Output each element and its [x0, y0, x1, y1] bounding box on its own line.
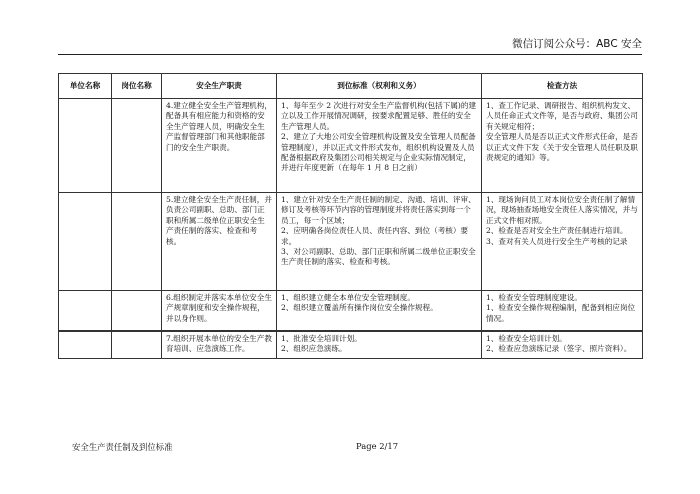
cell-unit	[59, 99, 112, 193]
cell-post	[112, 331, 162, 359]
cell-post	[112, 193, 162, 291]
cell-method: 1、查工作记录、调研报告、组织机构发文、人员任命正式文件等，是否与政府、集团公司有关规定相符； 安全管理人员是否以正式文件形式任命，是否以正式文件下发《关于安全管理人员任职及职责规定的通知》等。	[482, 99, 643, 193]
cell-standard: 1、建立针对安全生产责任制的制定、沟通、培训、评审、修订及考核等环节内容的管理制度并将责任落实到每一个员工，每一个区域； 2、应明确各岗位责任人员、责任内容、到位（考核）要求。 3、对公司副职、总助、部门正职和所属二级单位正职安全生产责任制的落实、检查和考核。	[277, 193, 482, 291]
cell-duty: 5.建立健全安全生产责任制，并负责公司副职、总助、部门正职和所属二级单位正职安全生产责任制的落实、检查和考核。	[162, 193, 277, 291]
document-header: 微信订阅公众号：ABC 安全	[512, 38, 642, 50]
table-row	[59, 291, 643, 331]
table-row	[59, 99, 643, 193]
cell-standard: 1、批准安全培训计划。 2、组织应急演练。	[277, 331, 482, 359]
cell-duty: 7.组织开展本单位的安全生产教育培训、应急演练工作。	[162, 331, 277, 359]
cell-standard: 1、每年至少 2 次进行对安全生产监督机构(包括下属)的建立以及工作开展情况调研，按要求配置足够、胜任的安全生产管理人员。 2、建立了大地公司安全管理机构设置及安全管理人员配备管理制度），并以正式文件形式发布，组织机构设置及人员配备根据政府及集团公司相关规定与企业实际情况制定，并进行年度更新（在每年 1 月 8 日之前）	[277, 99, 482, 193]
cell-unit	[59, 331, 112, 359]
responsibility-table	[58, 73, 643, 359]
cell-method: 1、检查安全培训计划。 2、检查应急演练记录（签字、照片资料）。	[482, 331, 643, 359]
col-unit-name: 单位名称	[59, 74, 112, 99]
cell-method: 1、检查安全管理制度建设。 1、检查安全操作规程编制，配备到相应岗位情况。	[482, 291, 643, 331]
cell-method: 1、现场询问员工对本岗位安全责任制了解情况，现场抽查场地安全责任人落实情况，并与正式文件相对照。 2、检查是否对安全生产责任制进行培训。 3、查对有关人员进行安全生产考核的记录	[482, 193, 643, 291]
cell-post	[112, 99, 162, 193]
table-row	[59, 193, 643, 291]
col-standard: 到位标准（权利和义务）	[277, 74, 482, 99]
table-header-row	[59, 74, 643, 99]
cell-duty: 4.建立健全安全生产管理机构，配备具有相应能力和资格的安全生产管理人员，明确安全生产监督管理部门和其他职能部门的安全生产职责。	[162, 99, 277, 193]
cell-unit	[59, 291, 112, 331]
col-duty: 安全生产职责	[162, 74, 277, 99]
cell-standard: 1、组织建立健全本单位安全管理制度。 2、组织建立覆盖所有操作岗位安全操作规程。	[277, 291, 482, 331]
header-rule	[58, 54, 642, 55]
cell-post	[112, 291, 162, 331]
cell-unit	[59, 193, 112, 291]
col-post-name: 岗位名称	[112, 74, 162, 99]
page-number: Page 2/17	[356, 441, 399, 451]
footer-title: 安全生产责任制及到位标准	[72, 442, 173, 452]
cell-duty: 6.组织制定并落实本单位安全生产规章制度和安全操作规程，并以身作则。	[162, 291, 277, 331]
table-row	[59, 331, 643, 359]
col-method: 检查方法	[482, 74, 643, 99]
